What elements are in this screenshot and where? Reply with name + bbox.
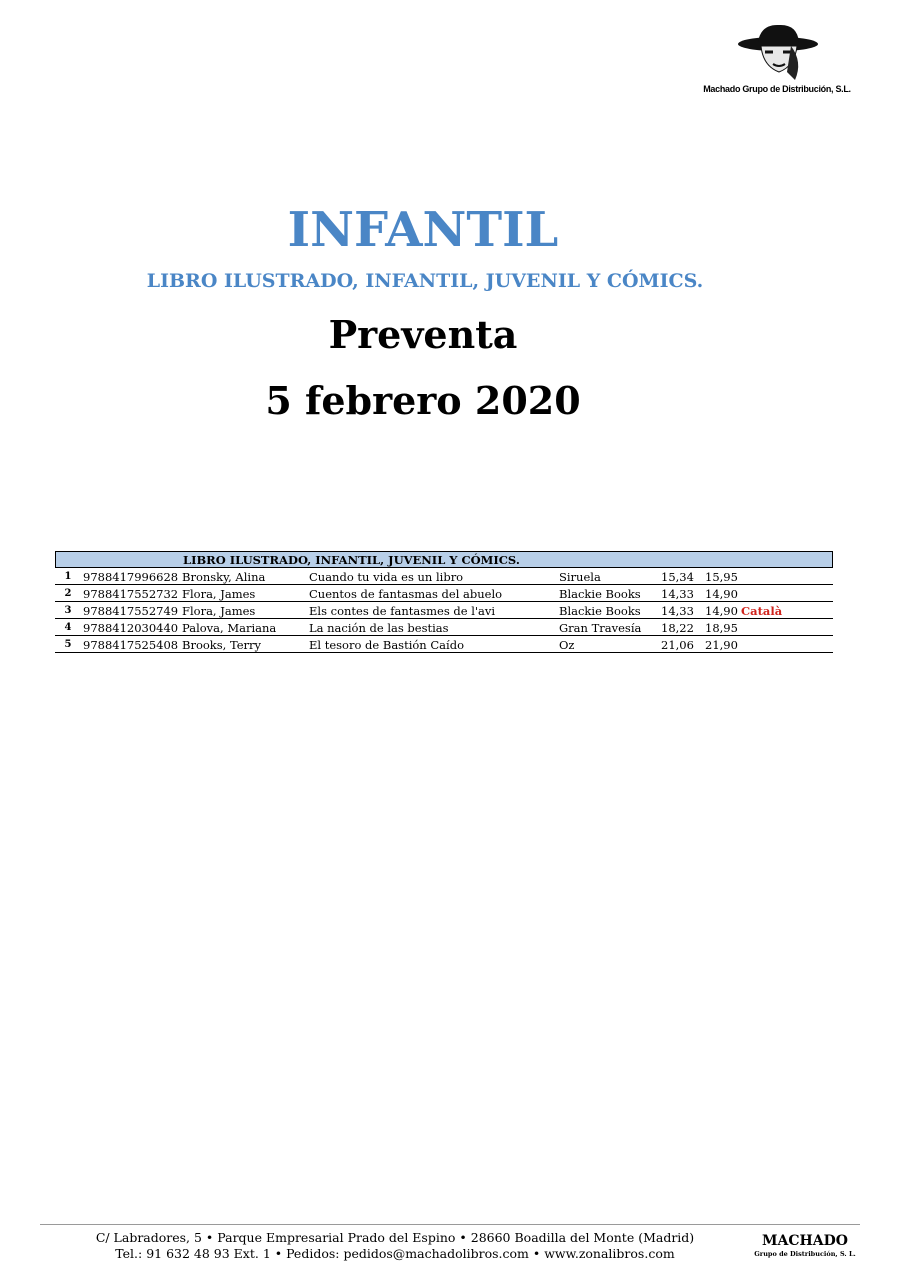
isbn-cell: 9788417552732	[83, 587, 179, 601]
footer-brand: MACHADO	[762, 1233, 848, 1249]
footer-address: C/ Labradores, 5 • Parque Empresarial Prado del Espino • 28660 Boadilla del Monte (Madrid)	[95, 1230, 695, 1245]
table-row	[55, 636, 833, 653]
books-table	[55, 551, 833, 653]
isbn-cell: 9788417996628	[83, 570, 179, 584]
footer-contact: Tel.: 91 632 48 93 Ext. 1 • Pedidos: pedidos@machadolibros.com • www.zonalibros.com	[115, 1246, 675, 1261]
net-price-cell: 14,33	[661, 604, 694, 618]
row-number: 1	[64, 571, 72, 582]
title-cell: Cuentos de fantasmas del abuelo	[309, 587, 503, 601]
row-number: 5	[64, 639, 72, 650]
table-row	[55, 619, 833, 636]
isbn-cell: 9788412030440	[83, 621, 179, 635]
price-cell: 14,90	[705, 604, 738, 618]
net-price-cell: 15,34	[661, 570, 694, 584]
row-number: 2	[64, 588, 72, 599]
table-row	[55, 585, 833, 602]
page-title: INFANTIL	[287, 202, 559, 258]
table-row	[55, 568, 833, 585]
author-cell: Flora, James	[182, 587, 256, 601]
table-section-header	[55, 551, 833, 568]
price-cell: 15,95	[705, 570, 738, 584]
title-cell: Els contes de fantasmes de l'avi	[309, 604, 496, 618]
author-cell: Flora, James	[182, 604, 256, 618]
row-number: 3	[64, 605, 72, 616]
hat-man-logo-icon	[703, 22, 851, 86]
row-number: 4	[64, 622, 72, 633]
title-cell: La nación de las bestias	[309, 621, 449, 635]
author-cell: Brooks, Terry	[182, 638, 262, 652]
title-cell: Cuando tu vida es un libro	[309, 570, 464, 584]
price-cell: 18,95	[705, 621, 738, 635]
net-price-cell: 21,06	[661, 638, 694, 652]
publisher-cell: Blackie Books	[559, 604, 641, 618]
publisher-cell: Blackie Books	[559, 587, 641, 601]
page-subtitle: LIBRO ILUSTRADO, INFANTIL, JUVENIL Y CÓMICS.	[146, 270, 704, 292]
price-cell: 21,90	[705, 638, 738, 652]
author-cell: Bronsky, Alina	[182, 570, 266, 584]
net-price-cell: 18,22	[661, 621, 694, 635]
date-heading: 5 febrero 2020	[265, 378, 581, 423]
company-logo	[703, 22, 851, 102]
isbn-cell: 9788417525408	[83, 638, 179, 652]
logo-caption: Machado Grupo de Distribución, S.L.	[703, 84, 851, 94]
net-price-cell: 14,33	[661, 587, 694, 601]
price-cell: 14,90	[705, 587, 738, 601]
publisher-cell: Oz	[559, 638, 575, 652]
table-row	[55, 602, 833, 619]
section-header-label: LIBRO ILUSTRADO, INFANTIL, JUVENIL Y CÓMICS.	[183, 553, 520, 567]
footer-brand-subtitle: Grupo de Distribución, S. L.	[754, 1250, 856, 1258]
isbn-cell: 9788417552749	[83, 604, 179, 618]
footer-divider	[40, 1224, 860, 1225]
publisher-cell: Gran Travesía	[559, 621, 642, 635]
presale-heading: Preventa	[328, 312, 518, 357]
title-cell: El tesoro de Bastión Caído	[309, 638, 464, 652]
language-note: Català	[741, 604, 783, 618]
author-cell: Palova, Mariana	[182, 621, 277, 635]
publisher-cell: Siruela	[559, 570, 601, 584]
